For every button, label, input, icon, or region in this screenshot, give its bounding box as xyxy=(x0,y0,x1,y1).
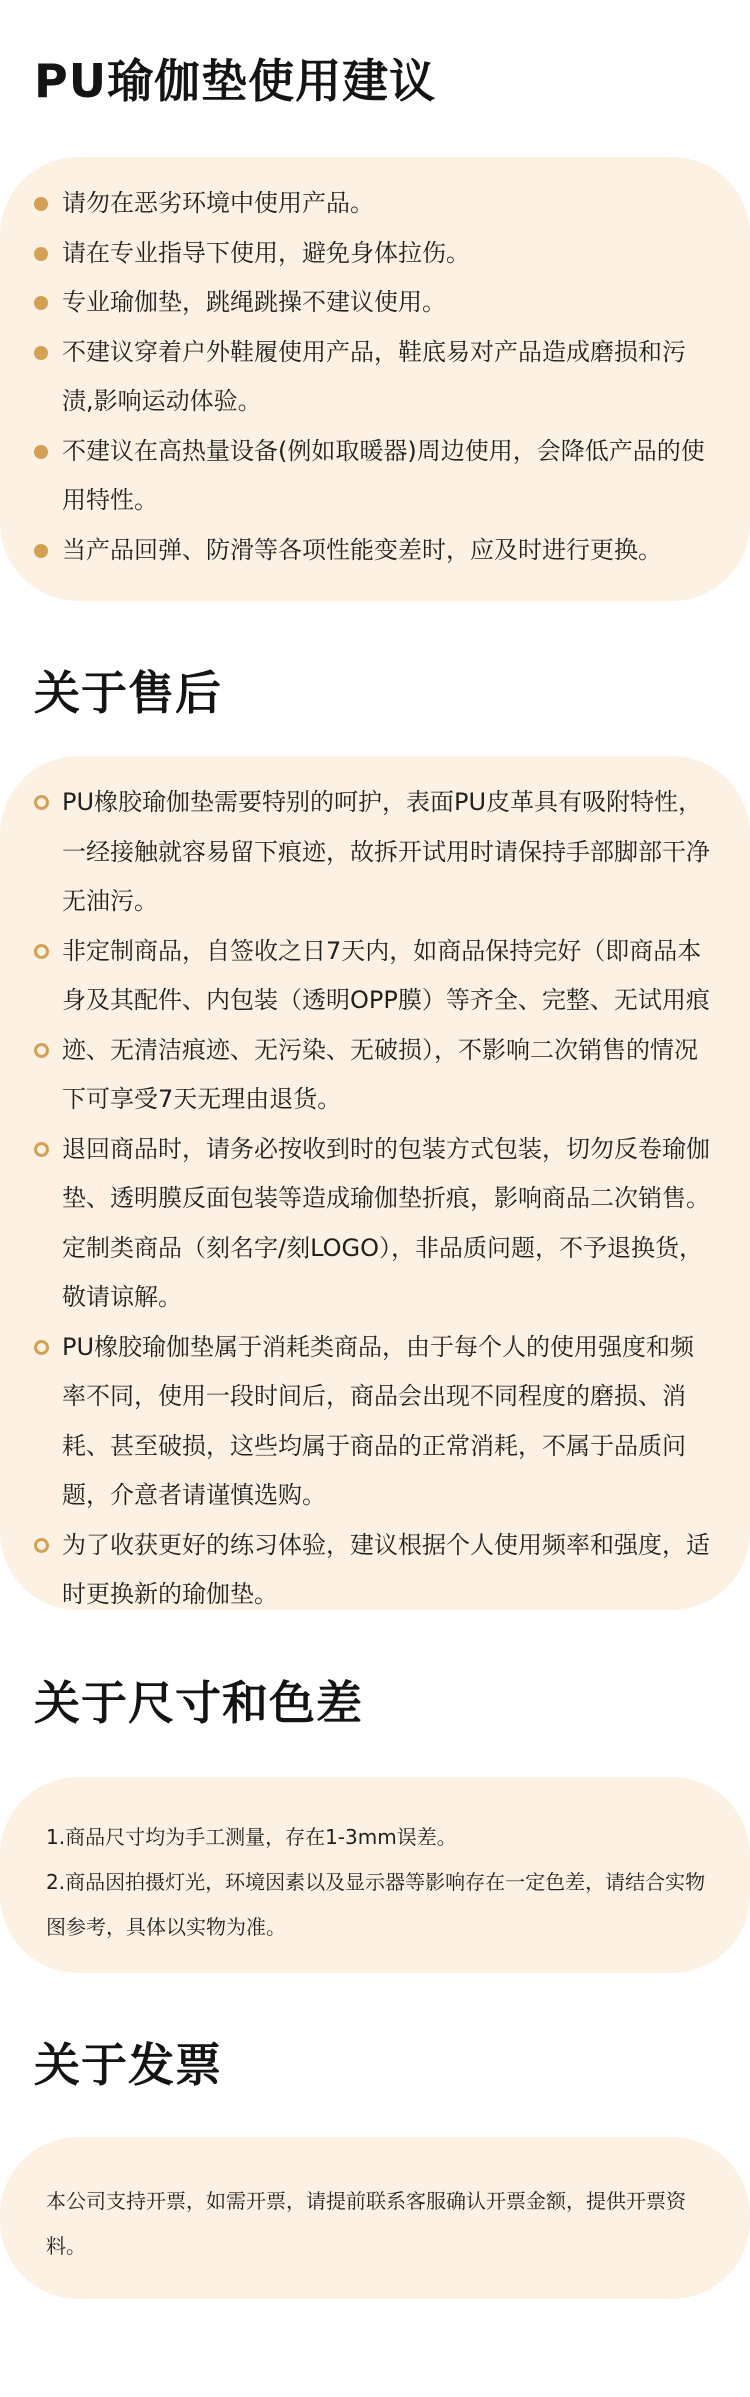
bullet-ring-icon xyxy=(34,1142,49,1157)
invoice-card xyxy=(0,2137,750,2299)
usage-card xyxy=(0,157,750,601)
bullet-ring-icon xyxy=(34,795,49,810)
list-item: 请在专业指导下使用，避免身体拉伤。 xyxy=(62,229,714,279)
usage-title: PU瑜伽垫使用建议 xyxy=(34,54,437,108)
list-item: PU橡胶瑜伽垫属于消耗类商品，由于每个人的使用强度和频率不同，使用一段时间后，商品会出现不同程度的磨损、消耗、甚至破损，这些均属于商品的正常消耗，不属于品质问题，介意者请谨慎选购。 xyxy=(62,1323,714,1521)
list-item: 非定制商品，自签收之日7天内，如商品保持完好（即商品本身及其配件、内包装（透明OPP膜）等齐全、完整、无试用痕迹、无清洁痕迹、无污染、无破损），不影响二次销售的情况下可享受7天无理由退货。 xyxy=(62,927,714,1125)
bullet-dot-icon xyxy=(34,346,48,360)
bullet-dot-icon xyxy=(34,247,48,261)
bullet-dot-icon xyxy=(34,296,48,310)
invoice-title: 关于发票 xyxy=(34,2038,222,2092)
color-note: 2.商品因拍摄灯光，环境因素以及显示器等影响存在一定色差，请结合实物图参考，具体以实物为准。 xyxy=(46,1870,706,1939)
usage-list xyxy=(62,179,714,575)
after-sales-card xyxy=(0,756,750,1610)
bullet-dot-icon xyxy=(34,197,48,211)
after-sales-title: 关于售后 xyxy=(34,666,222,720)
list-item: 专业瑜伽垫，跳绳跳操不建议使用。 xyxy=(62,278,714,328)
bullet-ring-icon xyxy=(34,1043,49,1058)
bullet-dot-icon xyxy=(34,544,48,558)
size-color-title: 关于尺寸和色差 xyxy=(34,1676,363,1730)
bullet-ring-icon xyxy=(34,1340,49,1355)
bullet-ring-icon xyxy=(34,944,49,959)
list-item: 不建议穿着户外鞋履使用产品，鞋底易对产品造成磨损和污渍,影响运动体验。 xyxy=(62,328,714,427)
after-sales-list xyxy=(62,778,714,1620)
list-item: 请勿在恶劣环境中使用产品。 xyxy=(62,179,714,229)
list-item: 当产品回弹、防滑等各项性能变差时，应及时进行更换。 xyxy=(62,526,714,576)
size-color-card xyxy=(0,1777,750,1973)
bullet-ring-icon xyxy=(34,1538,49,1553)
invoice-note: 本公司支持开票，如需开票，请提前联系客服确认开票金额，提供开票资料。 xyxy=(46,2189,686,2258)
list-item: 为了收获更好的练习体验，建议根据个人使用频率和强度，适时更换新的瑜伽垫。 xyxy=(62,1521,714,1620)
bullet-dot-icon xyxy=(34,445,48,459)
list-item: 退回商品时，请务必按收到时的包装方式包装，切勿反卷瑜伽垫、透明膜反面包装等造成瑜伽垫折痕，影响商品二次销售。定制类商品（刻名字/刻LOGO），非品质问题，不予退换货，敬请谅解。 xyxy=(62,1125,714,1323)
list-item: 不建议在高热量设备(例如取暖器)周边使用，会降低产品的使用特性。 xyxy=(62,427,714,526)
size-note: 1.商品尺寸均为手工测量，存在1-3mm误差。 xyxy=(46,1825,457,1849)
list-item: PU橡胶瑜伽垫需要特别的呵护，表面PU皮革具有吸附特性，一经接触就容易留下痕迹，故拆开试用时请保持手部脚部干净无油污。 xyxy=(62,778,714,927)
